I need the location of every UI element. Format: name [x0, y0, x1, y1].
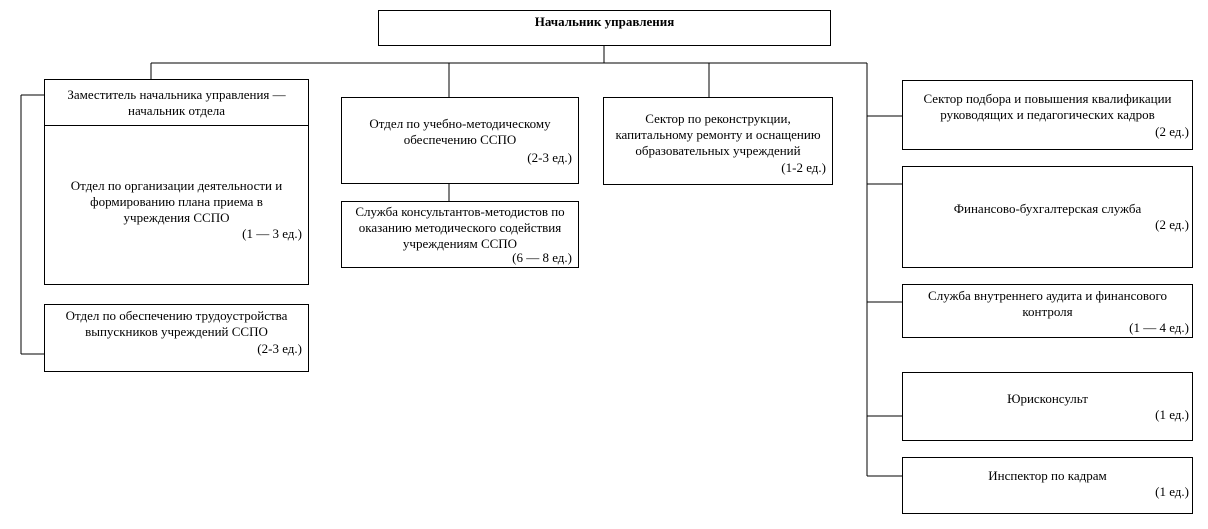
methodical-dept-units: (2-3 ед.): [527, 150, 572, 165]
accounting-service-box: [902, 166, 1193, 268]
head-of-department-box: [378, 10, 831, 46]
personnel-training-sector-title: Сектор подбора и повышения квалификации руководящих и педагогических кадров: [923, 91, 1172, 122]
reconstruction-sector-box: [603, 97, 833, 185]
methodical-dept-title: Отдел по учебно-методическому обеспечению ССПО: [369, 116, 551, 147]
hr-inspector-box: [902, 457, 1193, 514]
employment-dept-box: [44, 304, 309, 372]
consultants-service-title: Служба консультантов-методистов по оказанию методического содействия учреждениям ССПО: [355, 204, 565, 251]
deputy-title-section: [45, 80, 308, 126]
hr-inspector-title: Инспектор по кадрам: [988, 468, 1107, 483]
legal-adviser-units: (1 ед.): [1155, 407, 1189, 422]
personnel-training-sector-units: (2 ед.): [1155, 124, 1189, 139]
deputy-dept-units: (1 — 3 ед.): [242, 226, 302, 241]
personnel-training-sector-box: [902, 80, 1193, 150]
legal-adviser-box: [902, 372, 1193, 441]
legal-adviser-title: Юрисконсульт: [1007, 391, 1088, 406]
consultants-service-units: (6 — 8 ед.): [512, 250, 572, 265]
deputy-title: Заместитель начальника управления — начальник отдела: [67, 86, 286, 118]
head-of-department-title: Начальник управления: [534, 14, 675, 29]
hr-inspector-units: (1 ед.): [1155, 484, 1189, 499]
methodical-dept-box: [341, 97, 579, 184]
accounting-service-title: Финансово-бухгалтерская служба: [953, 201, 1142, 216]
internal-audit-service-units: (1 — 4 ед.): [1129, 320, 1189, 335]
reconstruction-sector-units: (1-2 ед.): [781, 160, 826, 175]
deputy-box: [44, 79, 309, 285]
internal-audit-service-box: [902, 284, 1193, 338]
accounting-service-units: (2 ед.): [1155, 217, 1189, 232]
employment-dept-units: (2-3 ед.): [257, 341, 302, 356]
reconstruction-sector-title: Сектор по реконструкции, капитальному ремонту и оснащению образовательных учреждений: [615, 111, 821, 158]
employment-dept-title: Отдел по обеспечению трудоустройства выпускников учреждений ССПО: [65, 308, 288, 339]
internal-audit-service-title: Служба внутреннего аудита и финансового контроля: [928, 288, 1167, 319]
consultants-service-box: [341, 201, 579, 268]
deputy-dept-title: Отдел по организации деятельности и формированию плана приема в учреждения ССПО: [70, 178, 283, 225]
